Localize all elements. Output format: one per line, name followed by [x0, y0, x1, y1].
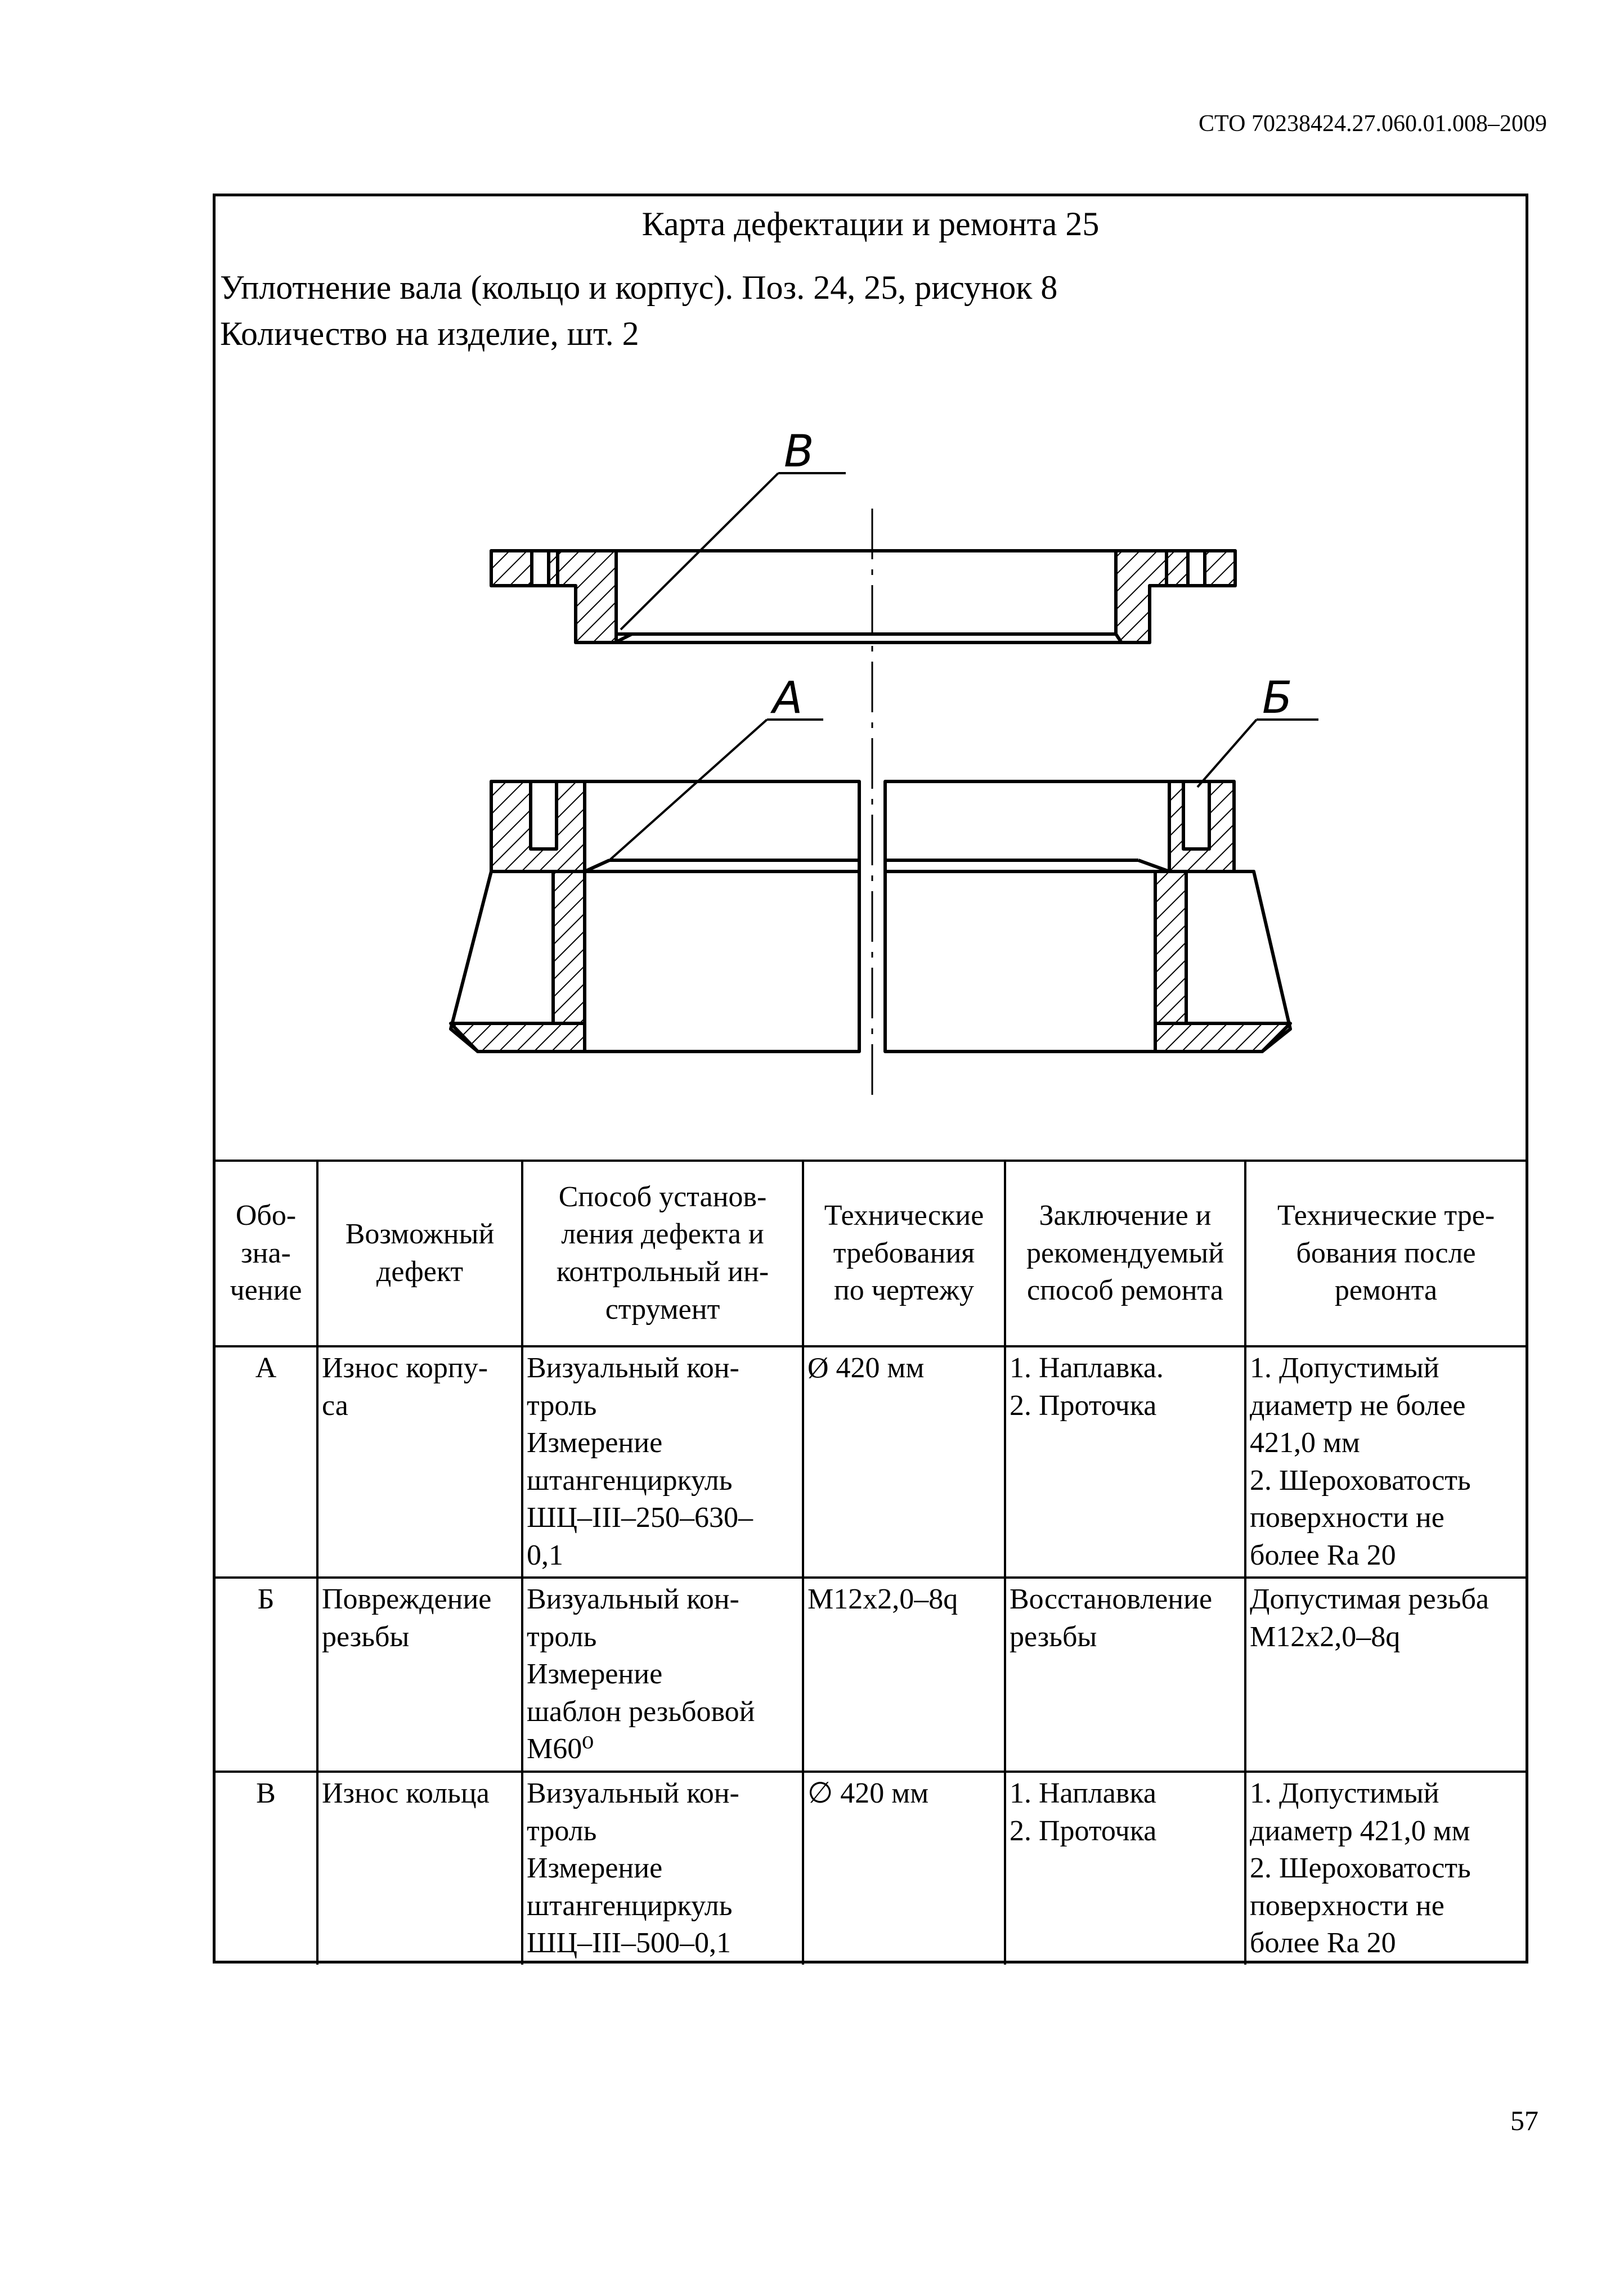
housing-section-view	[451, 781, 1290, 1052]
col-header-method: Способ установ- ления дефекта и контрольный ин- струмент	[522, 1161, 803, 1346]
cell-after-repair: 1. Допустимый диаметр 421,0 мм 2. Шероховатость поверхности не более Ra 20	[1245, 1772, 1526, 1965]
page-number: 57	[1510, 2105, 1538, 2136]
leader-line-b	[1197, 720, 1257, 787]
table-row	[216, 1346, 1526, 1578]
part-description: Уплотнение вала (кольцо и корпус). Поз. 24, 25, рисунок 8	[220, 269, 1058, 306]
col-header-defect: Возможный дефект	[317, 1161, 522, 1346]
col-header-designation: Обо- зна- чение	[216, 1161, 317, 1346]
cell-defect: Износ корпу- са	[317, 1346, 522, 1578]
label-a: А	[773, 673, 803, 724]
cell-defect: Износ кольца	[317, 1772, 522, 1965]
col-header-drawing-requirements: Технические требования по чертежу	[803, 1161, 1005, 1346]
ring-section-view	[491, 551, 1235, 642]
document-code: СТО 70238424.27.060.01.008–2009	[1199, 111, 1547, 137]
leader-line-a	[609, 720, 767, 860]
label-v: В	[784, 426, 814, 477]
cell-after-repair: 1. Допустимый диаметр не более 421,0 мм 2. Шероховатость поверхности не более Ra 20	[1245, 1346, 1526, 1578]
label-b: Б	[1262, 673, 1293, 724]
cell-requirement: ∅ 420 мм	[803, 1772, 1005, 1965]
cell-mark: А	[216, 1346, 317, 1578]
cell-repair: 1. Наплавка 2. Проточка	[1005, 1772, 1245, 1965]
cell-requirement: М12х2,0–8q	[803, 1578, 1005, 1772]
defect-card	[213, 194, 1528, 1963]
quantity-line: Количество на изделие, шт. 2	[220, 315, 639, 352]
cell-requirement: Ø 420 мм	[803, 1346, 1005, 1578]
cell-mark: В	[216, 1772, 317, 1965]
cell-after-repair: Допустимая резьба М12х2,0–8q	[1245, 1578, 1526, 1772]
table-row	[216, 1578, 1526, 1772]
cell-repair: 1. Наплавка. 2. Проточка	[1005, 1346, 1245, 1578]
cell-method: Визуальный кон- троль Измерение штангенциркуль ШЦ–III–250–630– 0,1	[522, 1346, 803, 1578]
table-row	[216, 1772, 1526, 1965]
defect-table	[216, 1160, 1526, 1965]
card-title: Карта дефектации и ремонта 25	[641, 205, 1100, 242]
col-header-after-repair: Технические тре- бования после ремонта	[1245, 1161, 1526, 1346]
technical-drawing	[216, 196, 1526, 1158]
cell-repair: Восстановление резьбы	[1005, 1578, 1245, 1772]
cell-method: Визуальный кон- троль Измерение штангенциркуль ШЦ–III–500–0,1	[522, 1772, 803, 1965]
cell-defect: Повреждение резьбы	[317, 1578, 522, 1772]
col-header-repair: Заключение и рекомендуемый способ ремонта	[1005, 1161, 1245, 1346]
cell-method: Визуальный кон- троль Измерение шаблон резьбовой М60⁰	[522, 1578, 803, 1772]
cell-mark: Б	[216, 1578, 317, 1772]
